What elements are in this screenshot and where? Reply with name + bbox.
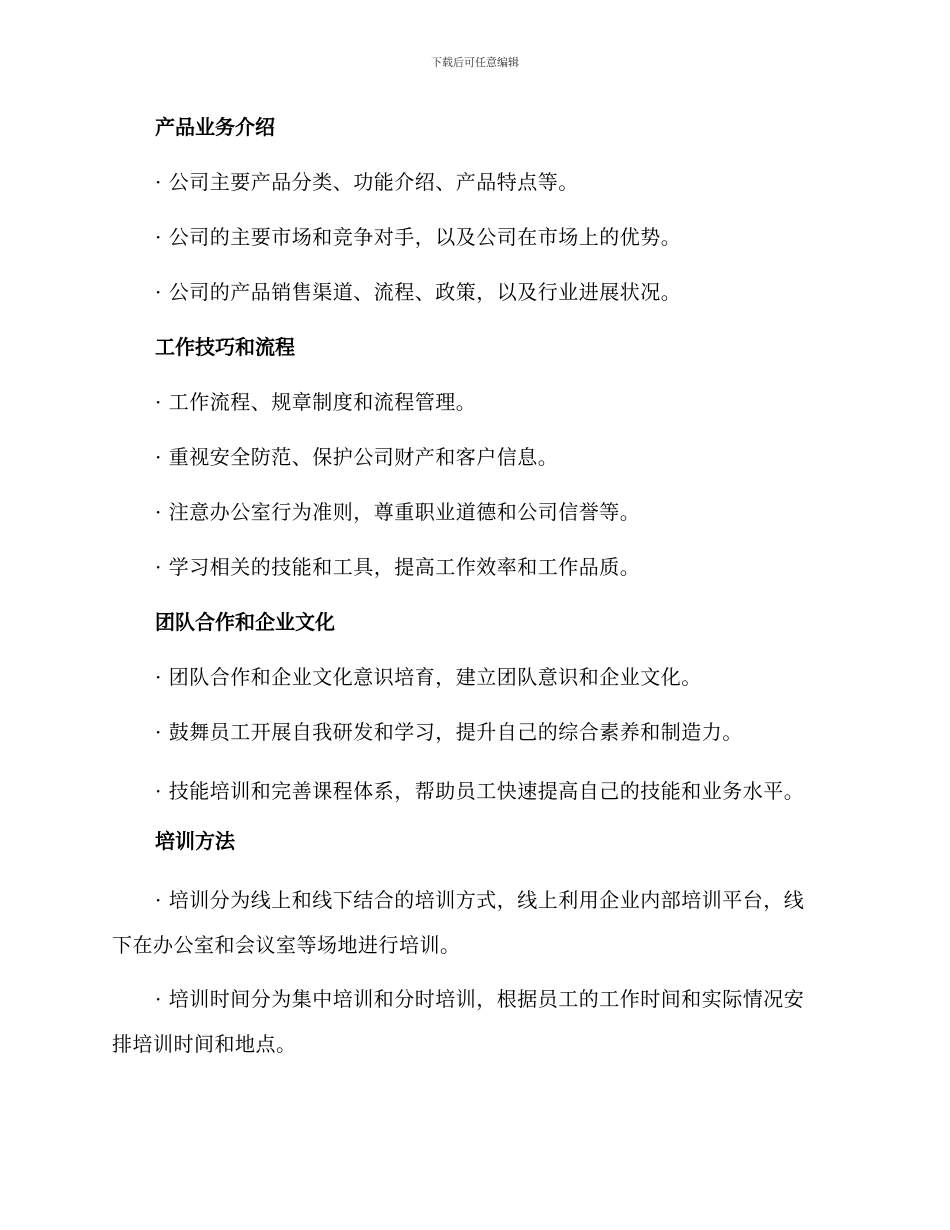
section-heading-teamwork: 团队合作和企业文化 <box>155 610 335 634</box>
page-header: 下载后可任意编辑 <box>431 56 519 69</box>
list-item: · 公司的主要市场和竞争对手，以及公司在市场上的优势。 <box>155 225 682 249</box>
list-item: · 学习相关的技能和工具，提高工作效率和工作品质。 <box>155 555 641 579</box>
list-item: · 培训分为线上和线下结合的培训方式，线上利用企业内部培训平台，线下在办公室和会议室等场地进行培训。 <box>112 888 805 957</box>
section-heading-product: 产品业务介绍 <box>155 115 275 139</box>
section-heading-training-methods: 培训方法 <box>155 829 235 853</box>
list-item: · 注意办公室行为准则，尊重职业道德和公司信誉等。 <box>155 500 641 524</box>
document-body <box>112 109 822 1076</box>
list-item: · 公司主要产品分类、功能介绍、产品特点等。 <box>155 170 579 194</box>
list-item: · 鼓舞员工开展自我研发和学习，提升自己的综合素养和制造力。 <box>155 720 743 744</box>
list-item: · 技能培训和完善课程体系，帮助员工快速提高自己的技能和业务水平。 <box>155 779 805 803</box>
list-item: · 公司的产品销售渠道、流程、政策，以及行业进展状况。 <box>155 280 682 304</box>
list-item: · 重视安全防范、保护公司财产和客户信息。 <box>155 445 559 469</box>
list-item: · 工作流程、规章制度和流程管理。 <box>155 390 477 414</box>
list-item: · 团队合作和企业文化意识培育，建立团队意识和企业文化。 <box>155 665 702 689</box>
list-item: · 培训时间分为集中培训和分时培训，根据员工的工作时间和实际情况安排培训时间和地点。 <box>112 987 805 1056</box>
section-heading-workflow: 工作技巧和流程 <box>155 335 295 359</box>
